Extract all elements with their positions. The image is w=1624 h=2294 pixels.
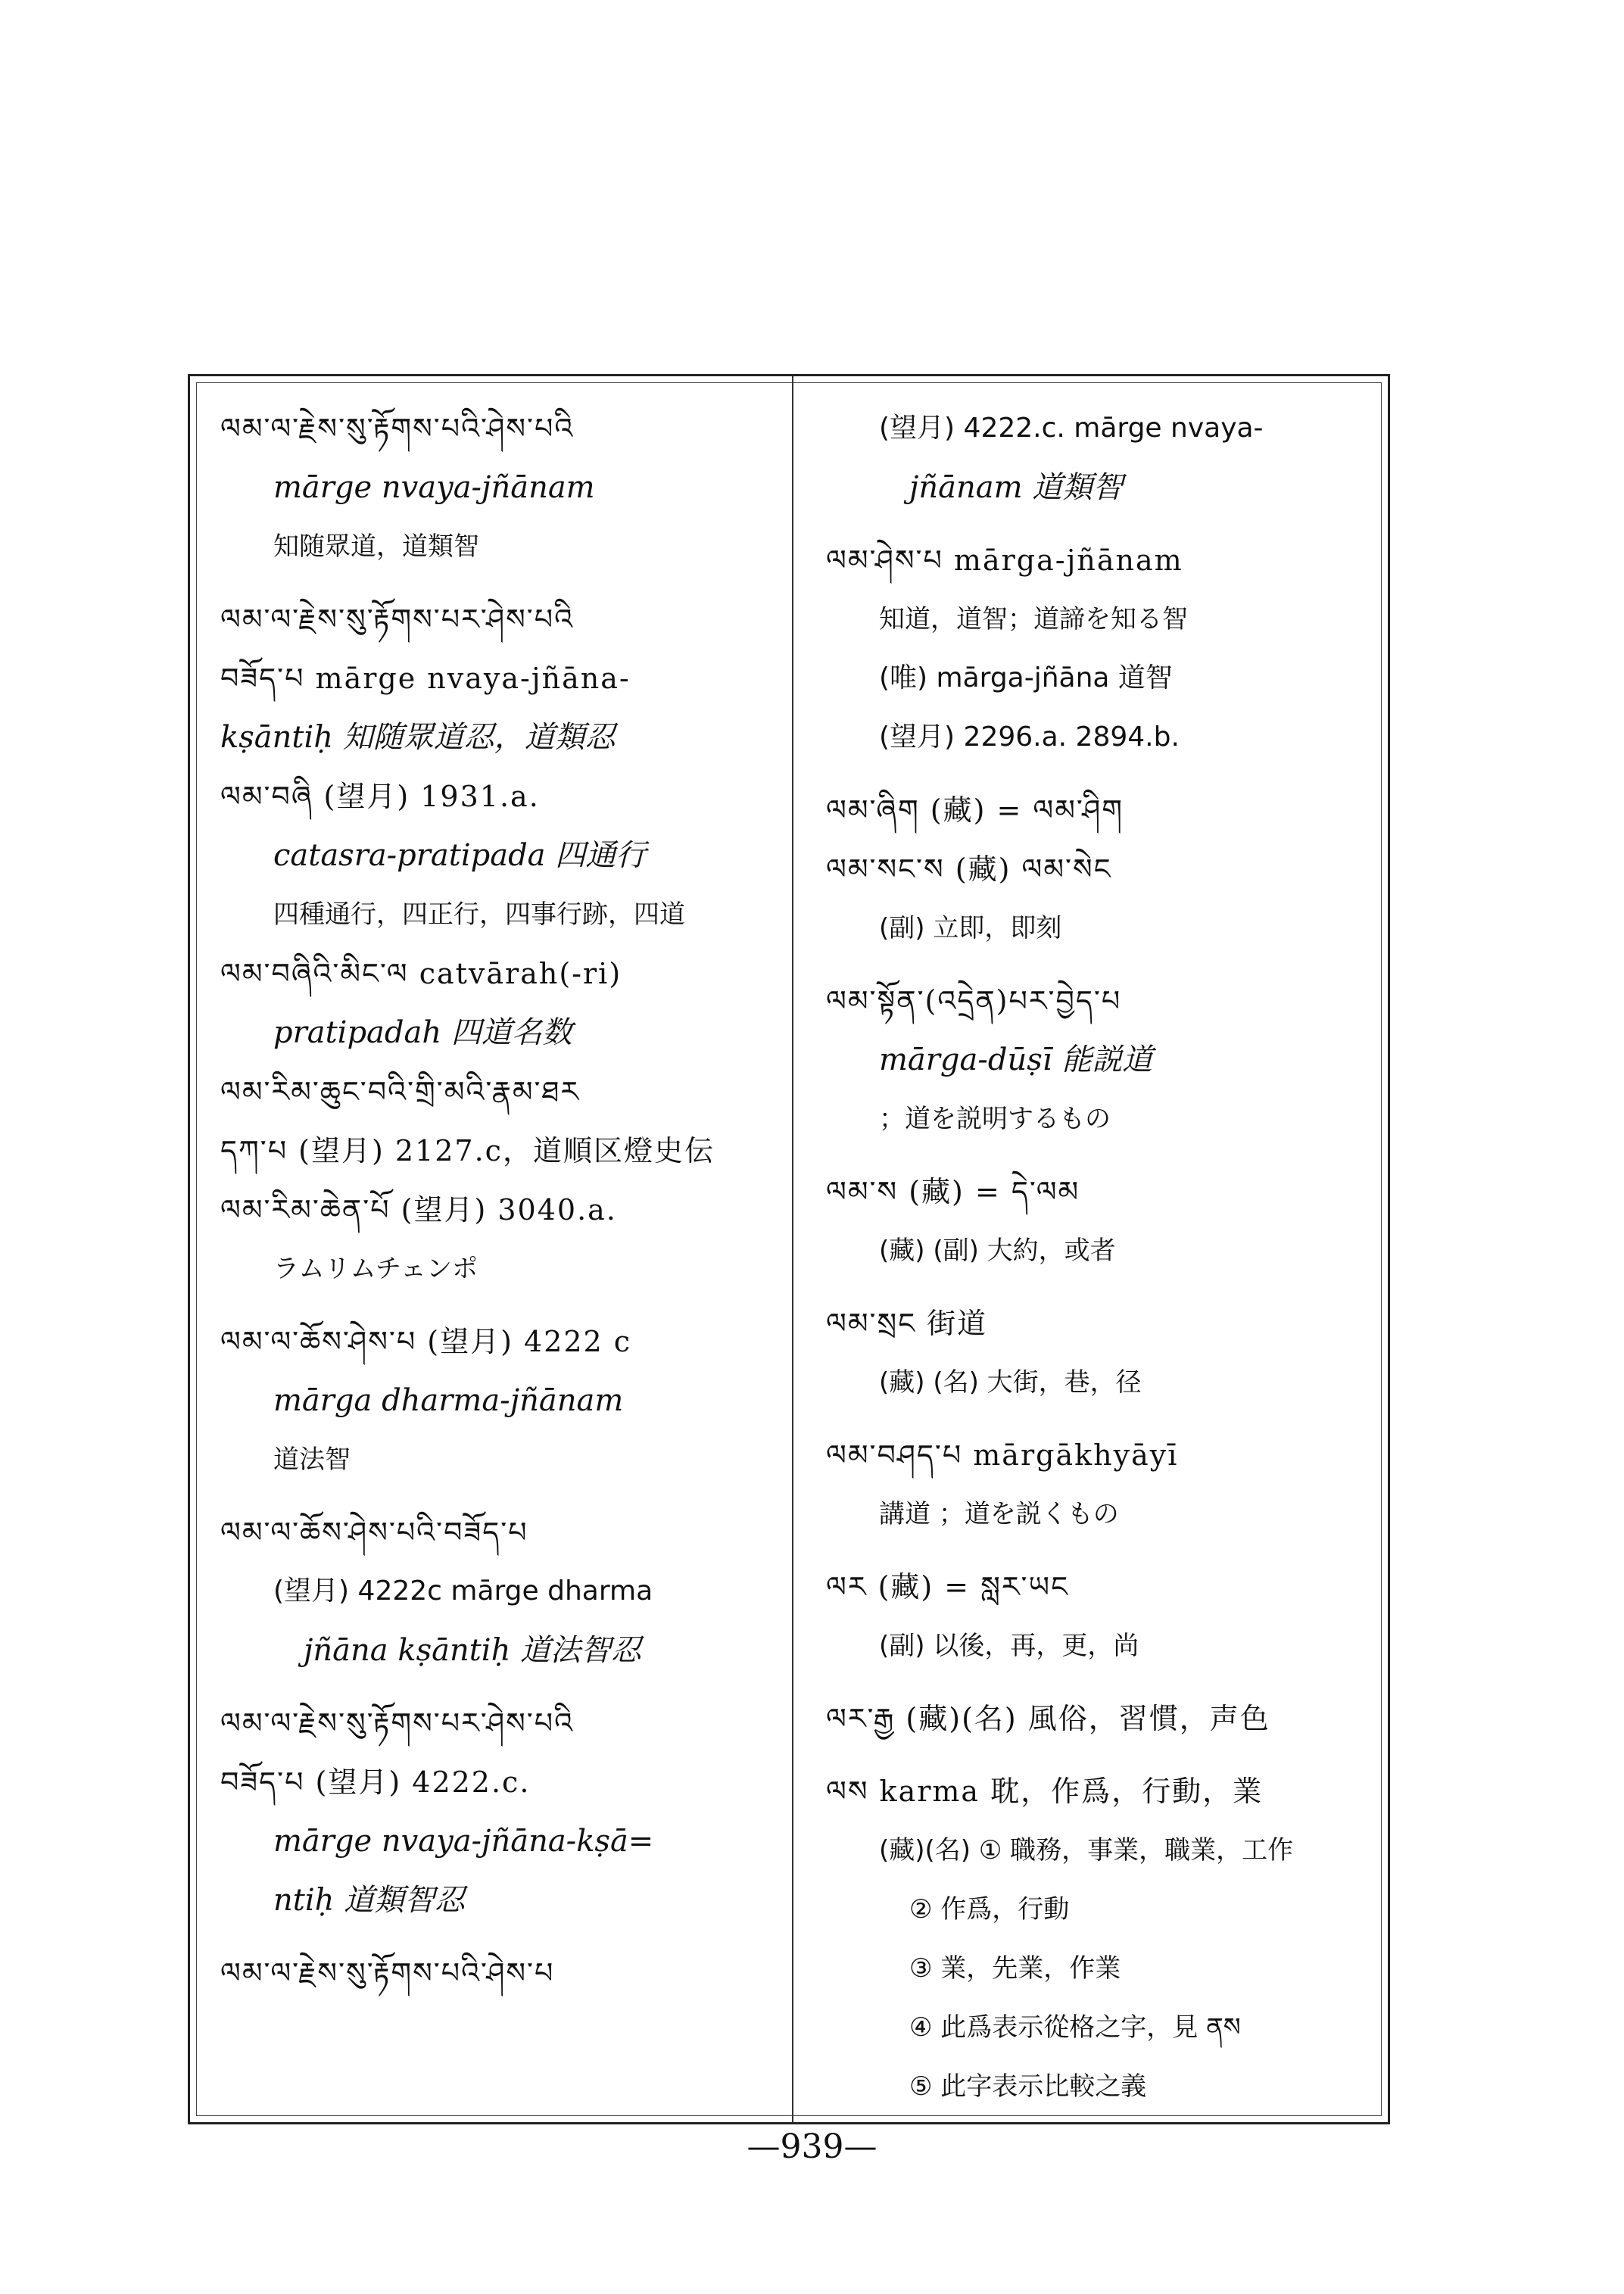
entry-gap (826, 1412, 1371, 1426)
page-number: —939— (747, 2127, 877, 2166)
entry-line: (望月) 4222.c. mārge nvaya- (879, 413, 1264, 444)
entry-gap (826, 1280, 1371, 1294)
entry-line: ntiḥ 道類智忍 (273, 1883, 466, 1918)
entry-gap (826, 517, 1371, 531)
entry-gap (220, 576, 781, 590)
entry-gap (826, 1149, 1371, 1162)
entry-line: kṣāntiḥ 知随眾道忍，道類忍 (220, 720, 616, 755)
entry-line: ལམ་ལ་ཆོས་ཤེས་པའི་བཟོད་པ (220, 1516, 528, 1549)
entry-line: ལར (藏) = སླར་ཡང (826, 1570, 1070, 1604)
entry-line: ལམ་རིམ་ཆེན་པོ (望月) 3040.a. (220, 1193, 617, 1226)
entry-line: (藏) (副) 大約，或者 (879, 1236, 1116, 1266)
entry-gap (826, 1544, 1371, 1557)
right-column (826, 399, 1371, 2116)
entry-line: 知道，道智；道諦を知る智 (879, 604, 1188, 634)
entry-line: ལམ་ལ་རྗེས་སུ་རྟོགས་པར་ཤེས་པའི (220, 603, 575, 636)
entry-line: ལམ་བཞི (望月) 1931.a. (220, 780, 540, 813)
entry-line: mārga-dūṣī 能説道 (879, 1043, 1153, 1077)
entry-line: ལམ་ལ་ཆོས་ཤེས་པ (望月) 4222 c (220, 1325, 632, 1358)
entry-line: jñāna kṣāntiḥ 道法智忍 (304, 1633, 642, 1668)
entry-line: mārge nvaya-jñāna-kṣā= (273, 1824, 654, 1859)
entry-line: ལམ་ལ་རྗེས་སུ་རྟོགས་པར་ཤེས་པའི (220, 1706, 575, 1740)
entry-line: (藏) (名) 大街，巷，径 (879, 1367, 1142, 1398)
entry-line: དཀ་པ (望月) 2127.c，道順区燈史伝 (220, 1134, 715, 1167)
entry-line: ལམ་སང་ས (藏) ལམ་སེང (826, 852, 1112, 886)
entry-line: pratipadah 四道名数 (273, 1015, 572, 1050)
entry-line: ラムリムチェンポ (273, 1254, 478, 1284)
entry-line: ལམ་སྟོན་(འདྲེན)པར་བྱེད་པ (826, 984, 1122, 1018)
entry-line: ལམ་ས (藏) = དེ་ལམ (826, 1175, 1080, 1208)
entry-line: catasra-pratipada 四通行 (273, 838, 647, 873)
entry-line: ④ 此爲表示從格之字，見 ནས (909, 2012, 1241, 2043)
entry-gap (220, 1680, 781, 1694)
entry-line: ⑤ 此字表示比較之義 (909, 2071, 1147, 2102)
entry-line: ལམ་ལ་རྗེས་སུ་རྟོགས་པའི་ཤེས་པའི (220, 412, 575, 445)
entry-line: (副) 以後，再，更，尚 (879, 1631, 1139, 1661)
entry-line: ལམ་སྲང 街道 (826, 1307, 988, 1340)
entry-line: ལམ་ཞིག (藏) = ལམ་ཤིག (826, 793, 1124, 827)
entry-line: བཟོད་པ mārge nvaya-jñāna- (220, 662, 631, 695)
entry-line: jñānam 道類智 (909, 470, 1124, 505)
entry-line: ལར་རྒྱ (藏)(名) 風俗，習慣，声色 (826, 1702, 1270, 1735)
entry-line: ལམ་བཤད་པ mārgākhyāyī (826, 1438, 1179, 1472)
column-divider (792, 376, 793, 2122)
entry-line: ལམ་ལ་རྗེས་སུ་རྟོགས་པའི་ཤེས་པ (220, 1956, 555, 1990)
entry-gap (826, 1748, 1371, 1762)
entry-line: mārge nvaya-jñānam (273, 470, 595, 505)
entry-line: (望月) 4222c mārge dharma (273, 1576, 653, 1607)
entry-gap (220, 1489, 781, 1503)
entry-line: 四種通行，四正行，四事行跡，四道 (273, 899, 685, 930)
page-frame (188, 374, 1390, 2124)
entry-line: (望月) 2296.a. 2894.b. (879, 722, 1180, 753)
entry-line: ལམ་ཤེས་པ mārga-jñānam (826, 544, 1183, 577)
entry-gap (826, 767, 1371, 781)
entry-line: mārga dharma-jñānam (273, 1383, 624, 1418)
entry-line: 道法智 (273, 1445, 351, 1475)
entry-line: (副) 立即，即刻 (879, 913, 1062, 943)
entry-line: ལས karma 耽，作爲，行動，業 (826, 1775, 1264, 1808)
entry-gap (826, 958, 1371, 971)
entry-line: ③ 業，先業，作業 (909, 1953, 1121, 1984)
entry-gap (826, 1675, 1371, 1689)
entry-line: 知随眾道，道類智 (273, 531, 479, 562)
entry-gap (220, 1298, 781, 1312)
entry-gap (220, 1930, 781, 1943)
entry-line: (藏)(名) ① 職務，事業，職業，工作 (879, 1835, 1294, 1865)
entry-line: ② 作爲，行動 (909, 1894, 1070, 1925)
entry-line: ལམ་རིམ་ཆུང་བའི་གྲི་མའི་རྣམ་ཐར (220, 1075, 581, 1108)
entry-line: ；道を説明するもの (879, 1104, 1111, 1134)
entry-line: 講道 ；道を説くもの (879, 1499, 1119, 1529)
entry-line: ལམ་བཞིའི་མིང་ལ catvārah(-ri) (220, 957, 622, 990)
entry-line: (唯) mārga-jñāna 道智 (879, 662, 1173, 693)
left-column (220, 399, 781, 2003)
entry-line: བཟོད་པ (望月) 4222.c. (220, 1766, 531, 1799)
